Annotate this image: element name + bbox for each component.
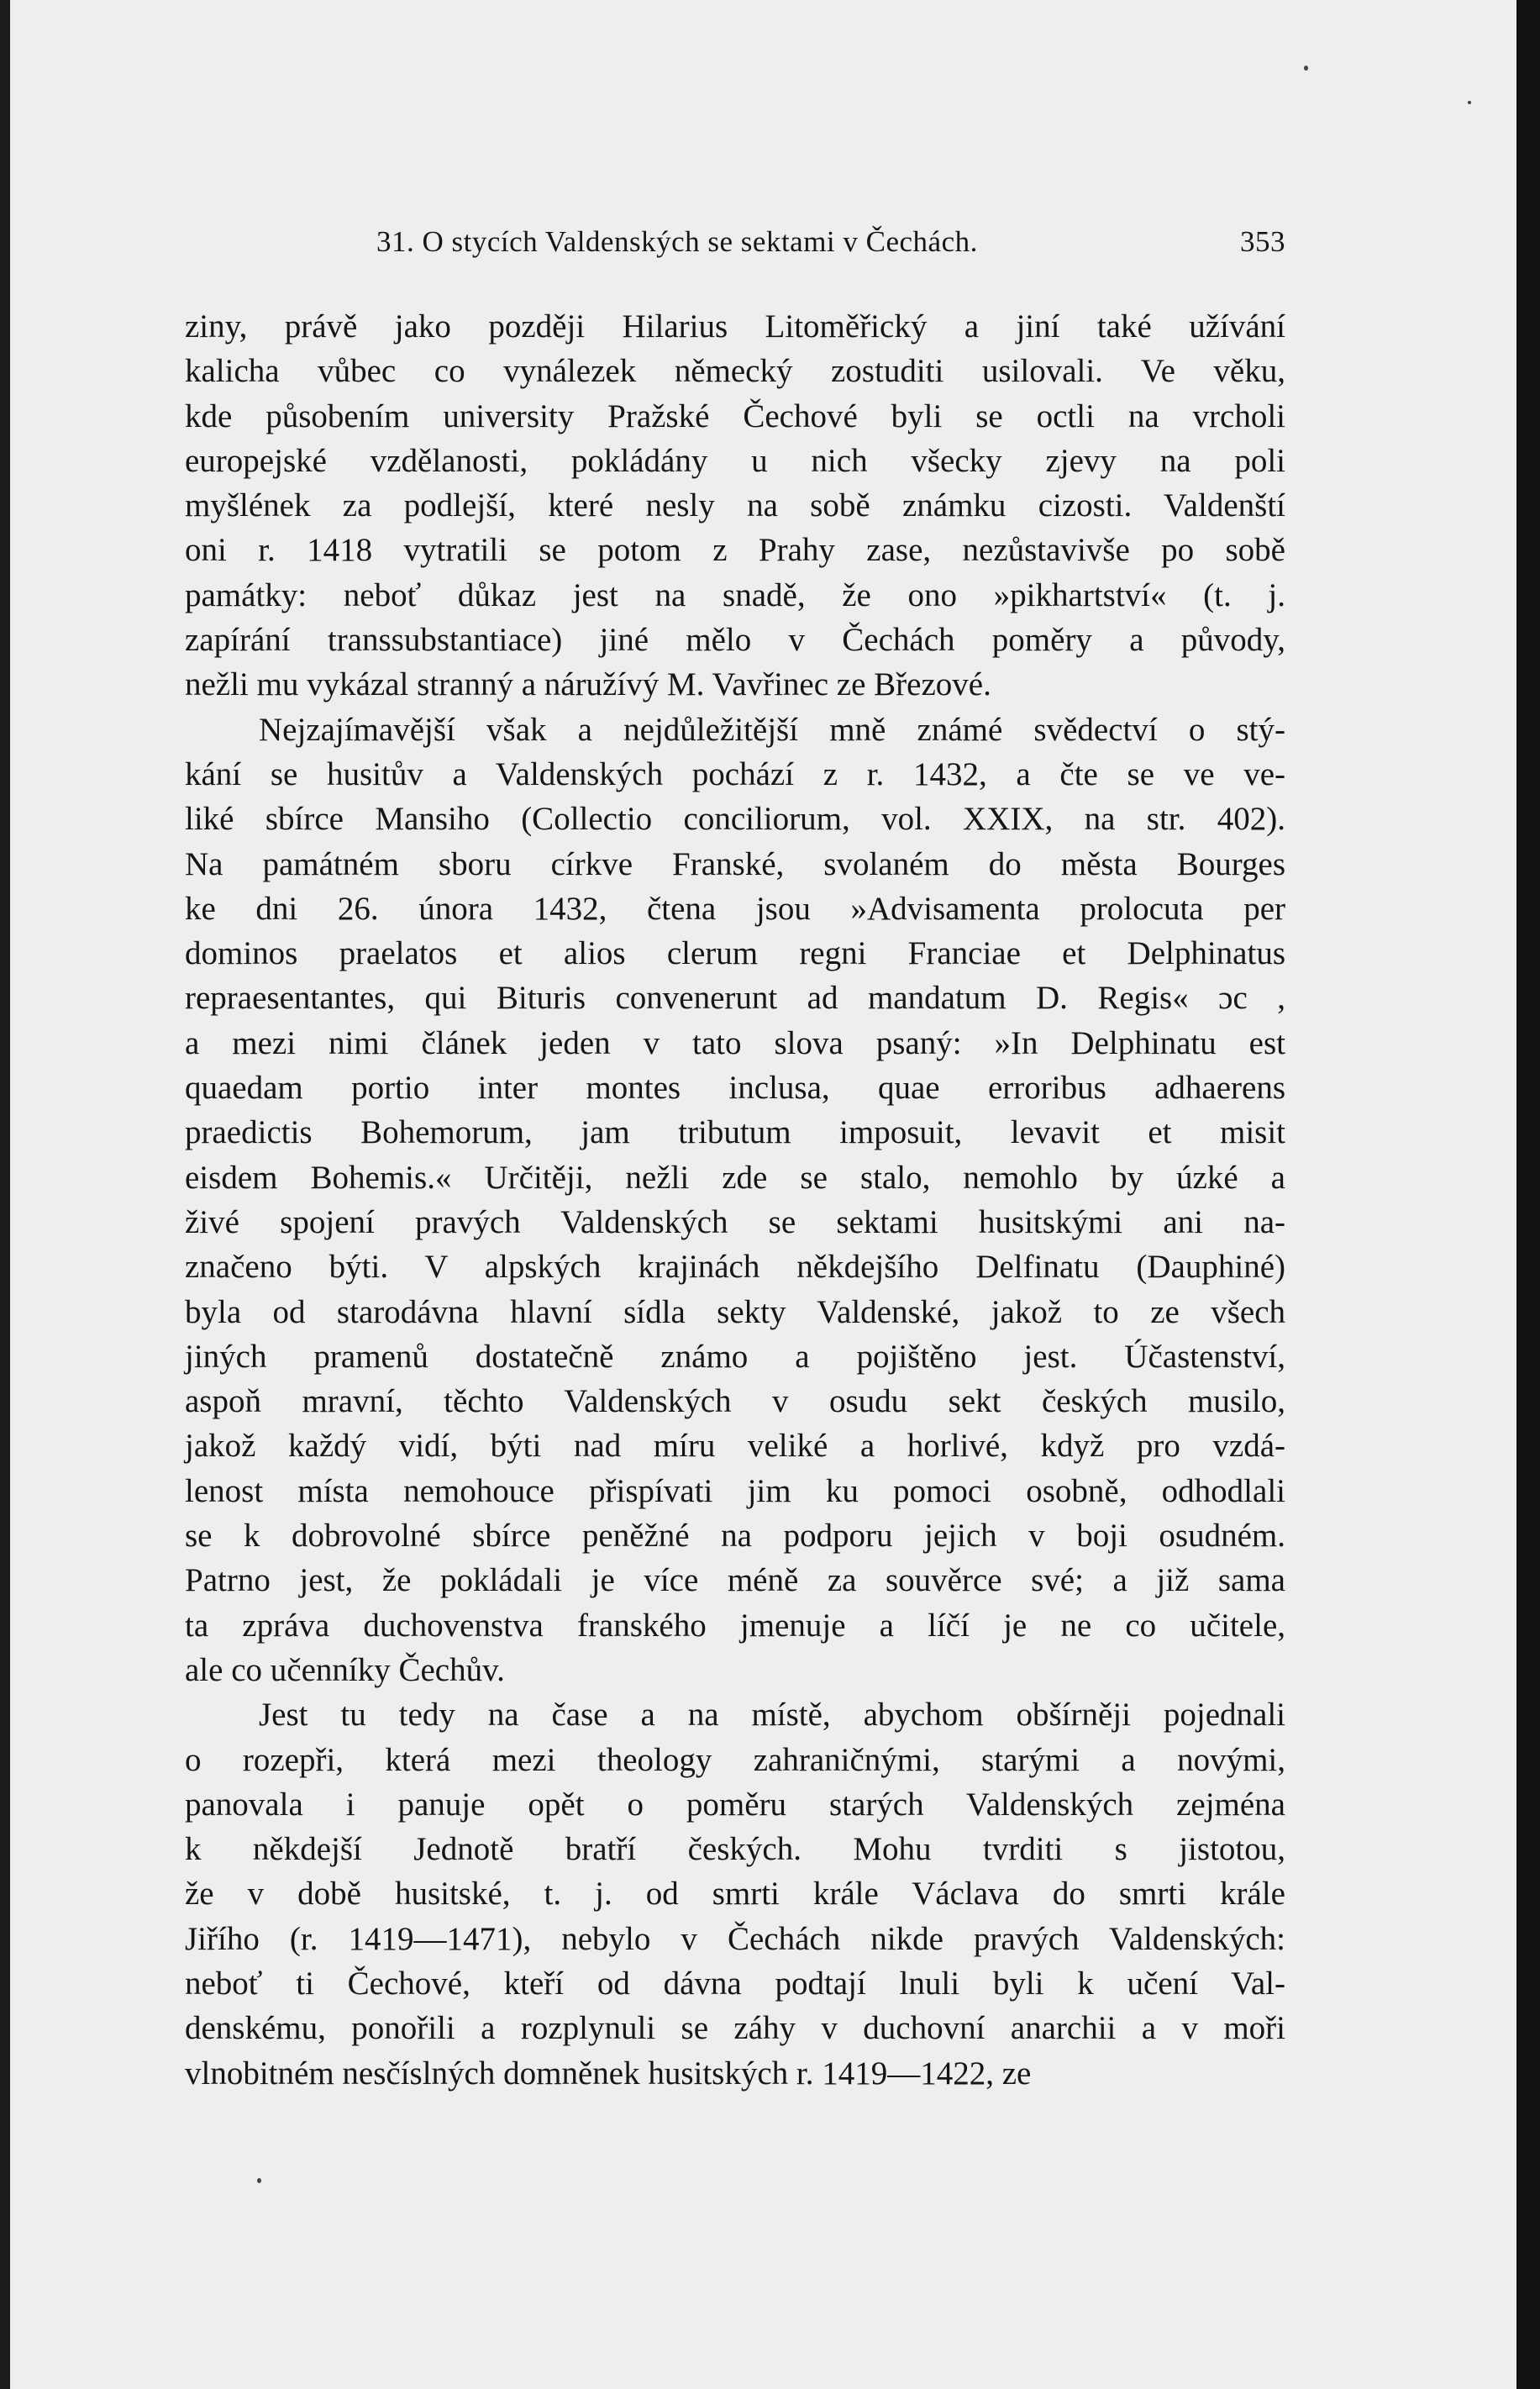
text-line: aspoň mravní, těchto Valdenských v osudu sekt českých musilo, <box>185 1383 1285 1420</box>
page-number: 353 <box>1240 225 1285 258</box>
text-line: kání se husitův a Valdenských pochází z r. 1432, a čte se ve ve- <box>185 755 1285 792</box>
text-line: kde působením university Pražské Čechové byli se octli na vrcholi <box>185 397 1285 434</box>
text-line: lenost místa nemohouce přispívati jim ku pomoci osobně, odhodlali <box>185 1472 1285 1509</box>
text-line: neboť ti Čechové, kteří od dávna podtají lnuli byli k učení Val- <box>185 1965 1285 2002</box>
text-line: quaedam portio inter montes inclusa, quae erroribus adhaerens <box>185 1070 1285 1107</box>
body-text <box>185 304 1285 2096</box>
text-line: Jest tu tedy na čase a na místě, abychom obšírněji pojednali <box>259 1697 1285 1734</box>
text-line: jiných pramenů dostatečně známo a pojištěno jest. Účastenství, <box>185 1338 1285 1375</box>
text-line: Na památném sboru církve Franské, svolaném do města Bourges <box>185 845 1285 882</box>
text-line: zapírání transsubstantiace) jiné mělo v Čechách poměry a původy, <box>185 622 1285 659</box>
text-line: k někdejší Jednotě bratří českých. Mohu tvrditi s jistotou, <box>185 1831 1285 1868</box>
text-line: repraesentantes, qui Bituris convenerunt ad mandatum D. Regis« ɔc , <box>185 980 1285 1017</box>
text-line: praedictis Bohemorum, jam tributum imposuit, levavit et misit <box>185 1114 1285 1151</box>
text-line: denskému, ponořili a rozplynuli se záhy v duchovní anarchii a v moři <box>185 2010 1285 2047</box>
text-line: eisdem Bohemis.« Určitěji, nežli zde se stalo, nemohlo by úzké a <box>185 1159 1285 1196</box>
text-line: panovala i panuje opět o poměru starých Valdenských zejména <box>185 1786 1285 1823</box>
text-line: ke dni 26. února 1432, čtena jsou »Advisamenta prolocuta per <box>185 890 1285 927</box>
text-line: živé spojení pravých Valdenských se sektami husitskými ani na- <box>185 1203 1285 1240</box>
text-line: že v době husitské, t. j. od smrti krále Václava do smrti krále <box>185 1876 1285 1913</box>
text-line: europejské vzdělanosti, pokládány u nich všecky zjevy na poli <box>185 442 1285 479</box>
text-line: a mezi nimi článek jeden v tato slova psaný: »In Delphinatu est <box>185 1024 1285 1061</box>
paragraph <box>185 304 1285 708</box>
text-line: ta zpráva duchovenstva franského jmenuje a líčí je ne co učitele, <box>185 1607 1285 1644</box>
text-line: o rozepři, která mezi theology zahraničnými, starými a novými, <box>185 1741 1285 1778</box>
text-line: ziny, právě jako později Hilarius Litoměřický a jiní také užívání <box>185 308 1285 345</box>
text-line: vlnobitném nesčíslných domněnek husitských r. 1419—1422, ze <box>185 2055 1032 2092</box>
text-line: Nejzajímavější však a nejdůležitější mně známé svědectví o stý- <box>259 711 1285 748</box>
text-line: památky: neboť důkaz jest na snadě, že ono »pikhartství« (t. j. <box>185 576 1285 613</box>
running-title: 31. O stycích Valdenských se sektami v Čechách. <box>376 225 978 258</box>
text-line: liké sbírce Mansiho (Collectio conciliorum, vol. XXIX, na str. 402). <box>185 801 1285 838</box>
paper-speck <box>1468 101 1471 104</box>
page-header <box>185 225 1285 276</box>
text-line: byla od starodávna hlavní sídla sekty Valdenské, jakož to ze všech <box>185 1293 1285 1330</box>
text-line: jakož každý vidí, býti nad míru veliké a horlivé, když pro vzdá- <box>185 1428 1285 1465</box>
text-line: ale co učenníky Čechův. <box>185 1651 505 1688</box>
text-line: oni r. 1418 vytratili se potom z Prahy zase, nezůstavivše po sobě <box>185 532 1285 569</box>
text-line: Jiřího (r. 1419—1471), nebylo v Čechách nikde pravých Valdenských: <box>185 1920 1285 1957</box>
text-line: kalicha vůbec co vynálezek německý zostuditi usilovali. Ve věku, <box>185 353 1285 390</box>
right-scan-edge <box>1516 0 1540 2389</box>
paragraph <box>185 1692 1285 2096</box>
text-line: myšlének za podlejší, které nesly na sobě známku cizosti. Valdenští <box>185 487 1285 524</box>
text-line: značeno býti. V alpských krajinách někdejšího Delfinatu (Dauphiné) <box>185 1249 1285 1286</box>
left-scan-edge <box>0 0 10 2389</box>
text-line: nežli mu vykázal stranný a náružívý M. Vavřinec ze Březové. <box>185 666 991 703</box>
text-line: dominos praelatos et alios clerum regni Franciae et Delphinatus <box>185 935 1285 972</box>
text-line: Patrno jest, že pokládali je více méně za souvěrce své; a již sama <box>185 1562 1285 1599</box>
paragraph <box>185 708 1285 1693</box>
paper-speck <box>1304 66 1308 71</box>
paper-speck <box>257 2178 261 2183</box>
text-line: se k dobrovolné sbírce peněžné na podporu jejich v boji osudném. <box>185 1518 1285 1555</box>
